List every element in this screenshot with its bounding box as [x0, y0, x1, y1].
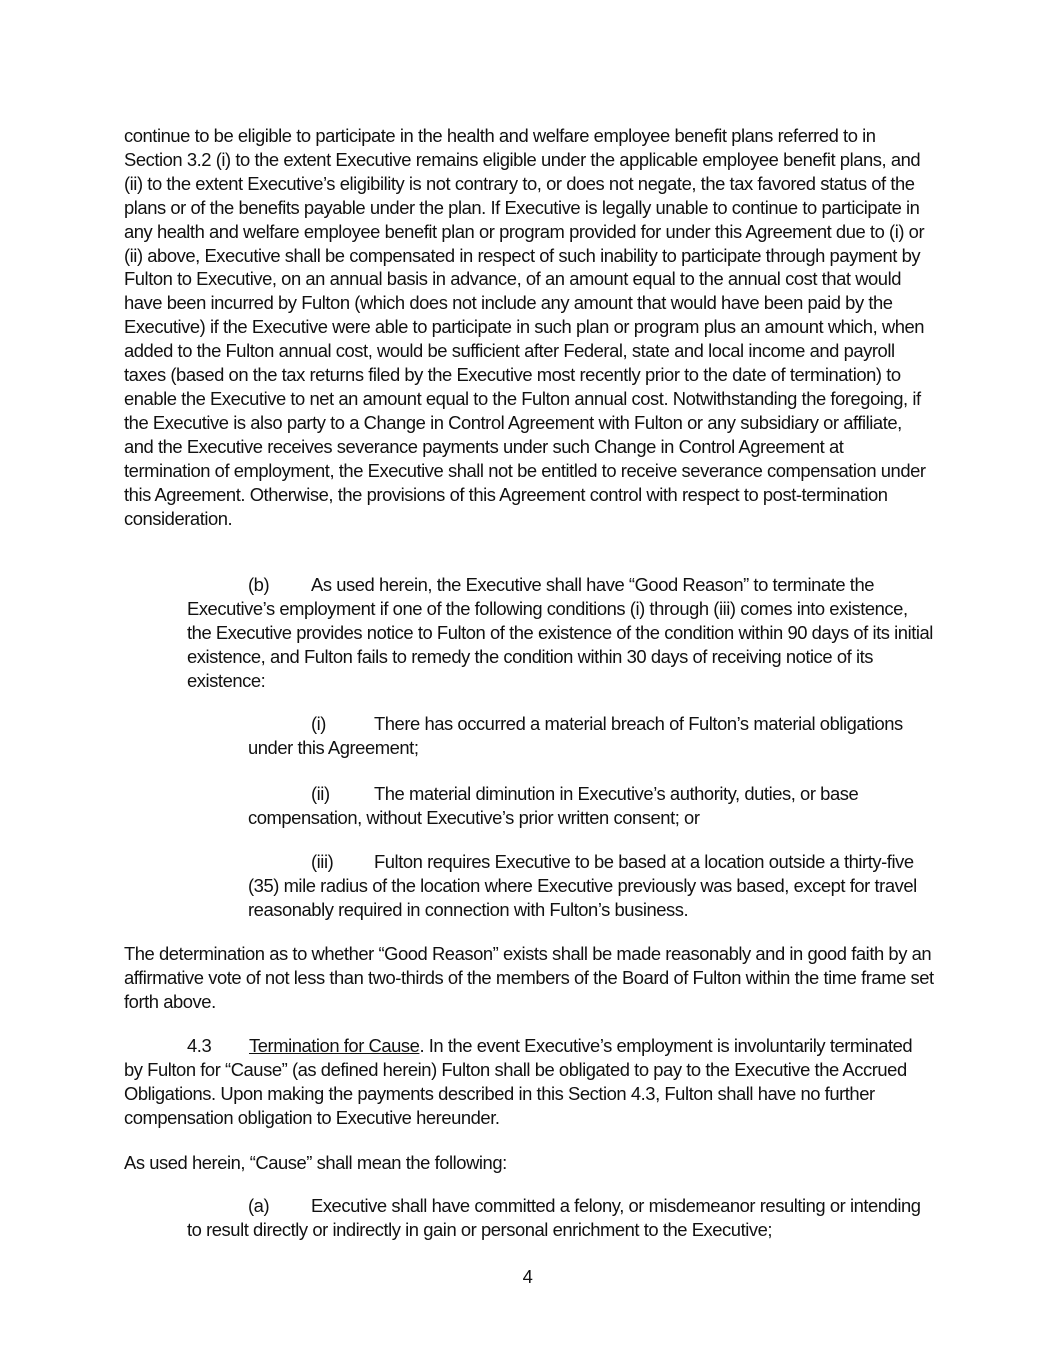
item-label: (iii) — [311, 851, 334, 872]
section-text: . In the event Executive’s employment is involuntarily terminated by Fulton for “Cause” (as defined herein) Fulton shall be obligated to pay to the Executive the Accrued Obligations. Upon making the payments described in this Section 4.3, Fulton shall have no further compensation obligation to Executive hereunder. — [124, 1035, 913, 1128]
cause-item-label: (a) — [248, 1195, 270, 1216]
cause-item — [187, 1194, 935, 1242]
good-reason-text: As used herein, the Executive shall have “Good Reason” to terminate the Executive’s employment if one of the following conditions (i) through (iii) comes into existence, the Executive provides notice to Fulton of the existence of the condition within 90 days of its initial existence, and Fulton fails to remedy the condition within 30 days of receiving notice of its existence: — [187, 574, 933, 691]
cause-item-text: Executive shall have committed a felony, or misdemeanor resulting or intending to result directly or indirectly in gain or personal enrichment to the Executive; — [187, 1195, 921, 1240]
good-reason-determination: The determination as to whether “Good Reason” exists shall be made reasonably and in good faith by an affirmative vote of not less than two-thirds of the members of the Board of Fulton within the time frame set forth above. — [124, 943, 934, 1012]
section-number: 4.3 — [187, 1035, 212, 1056]
good-reason-item — [248, 782, 936, 830]
item-label: (ii) — [311, 783, 330, 804]
good-reason-item — [248, 712, 936, 760]
good-reason-label: (b) — [248, 574, 270, 595]
item-label: (i) — [311, 713, 326, 734]
cause-intro: As used herein, “Cause” shall mean the following: — [124, 1152, 507, 1173]
good-reason-item — [248, 850, 936, 922]
good-reason-paragraph — [187, 573, 935, 693]
section-heading: Termination for Cause — [249, 1035, 420, 1056]
paragraph-continuation: continue to be eligible to participate in the health and welfare employee benefit plans referred to in Section 3.2 (i) to the extent Executive remains eligible under the applicable employee benefit plans, and (ii) to the extent Executive’s eligibility is not contrary to, or does not negate, the tax favored status of the plans or of the benefits payable under the plan. If Executive is legally unable to continue to participate in any health and welfare employee benefit plan or program provided for under this Agreement due to (i) or (ii) above, Executive shall be compensated in respect of such inability to participate through payment by Fulton to Executive, on an annual basis in advance, of an amount equal to the annual cost that would have been incurred by Fulton (which does not include any amount that would have been paid by the Executive) if the Executive were able to participate in such plan or program plus an amount which, when added to the Fulton annual cost, would be sufficient after Federal, state and local income and payroll taxes (based on the tax returns filed by the Executive most recently prior to the date of termination) to enable the Executive to net an amount equal to the Fulton annual cost. Notwithstanding the foregoing, if the Executive is also party to a Change in Control Agreement with Fulton or any subsidiary or affiliate, and the Executive receives severance payments under such Change in Control Agreement at termination of employment, the Executive shall not be entitled to receive severance compensation under this Agreement. Otherwise, the provisions of this Agreement control with respect to post-termination consideration. — [124, 125, 926, 529]
page-number: 4 — [522, 1266, 533, 1287]
item-text: There has occurred a material breach of Fulton’s material obligations under this Agreement; — [248, 713, 903, 758]
item-text: The material diminution in Executive’s authority, duties, or base compensation, without Executive’s prior written consent; or — [248, 783, 859, 828]
item-text: Fulton requires Executive to be based at a location outside a thirty-five (35) mile radius of the location where Executive previously was based, except for travel reasonably required in connection with Fulton’s business. — [248, 851, 917, 920]
section-4-3-paragraph — [124, 1034, 934, 1130]
